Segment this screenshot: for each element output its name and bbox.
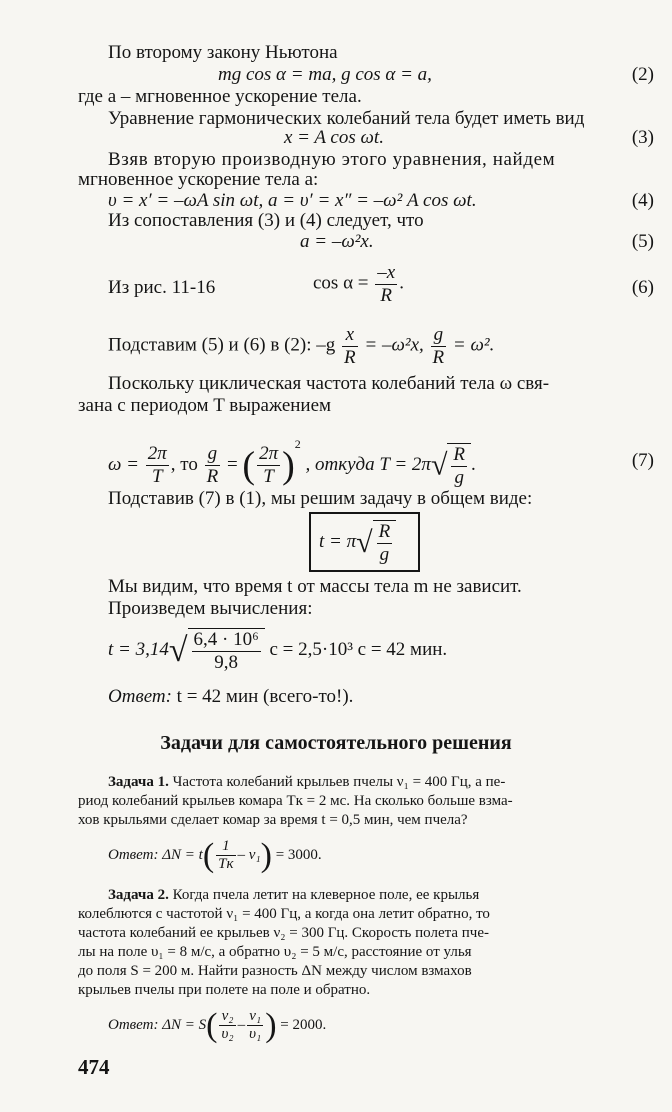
task-2-line-5: до поля S = 200 м. Найти разность ΔN между числом взмахов: [78, 963, 472, 979]
fraction-calc: [192, 629, 261, 674]
numerator: R: [378, 521, 391, 542]
substitution-text: Подставим (5) и (6) в (2): –g: [108, 334, 336, 356]
fraction-minus-x-over-r: [375, 262, 397, 307]
task-2-answer-label: Ответ:: [108, 1017, 159, 1034]
denominator: g: [454, 466, 464, 488]
calc-left: t = 3,14: [108, 639, 169, 661]
equation-number-5: (5): [631, 231, 654, 252]
paragraph-newton-law: По второму закону Ньютона: [108, 42, 338, 63]
task-2-line-2: колеблются с частотой ν₁ = 400 Гц, а когда она летит обратно, то: [78, 906, 490, 922]
equation-number-6: (6): [631, 277, 654, 298]
minus-nu1: – ν₁: [237, 847, 261, 864]
paragraph-harmonic-equation: Уравнение гармонических колебаний тела будет иметь вид: [108, 108, 585, 129]
paragraph-period-expression: зана с периодом T выражением: [78, 395, 332, 416]
fraction-2pi-over-t: [146, 443, 169, 488]
numerator: R: [453, 443, 466, 465]
task-2-line-1: [108, 886, 479, 905]
substitution-end: = ω².: [452, 334, 495, 356]
equals-sign: =: [226, 454, 238, 475]
fraction-r-over-g-box: [377, 521, 393, 566]
paragraph-comparison: Из сопоставления (3) и (4) следует, что: [108, 210, 424, 231]
numerator: g: [431, 324, 447, 347]
numerator: 6,4 · 10⁶: [193, 629, 259, 650]
task-1-line-2: риод колебаний крыльев комара Tк = 2 мс. На сколько больше взма-: [78, 793, 513, 809]
word-otkuda: , откуда T = 2π: [305, 454, 431, 475]
equation-number-2: (2): [631, 64, 654, 85]
paragraph-compute: Произведем вычисления:: [108, 598, 313, 619]
task-2-text-1: Когда пчела летит на клеверное поле, ее крылья: [172, 887, 480, 903]
task-1-answer-label: Ответ:: [108, 847, 159, 864]
fraction-2pi-over-t-squared: [257, 443, 280, 488]
numerator: g: [205, 443, 221, 466]
denominator: υ₂: [221, 1026, 234, 1043]
word-to: , то: [170, 454, 198, 475]
equation-number-4: (4): [631, 190, 654, 211]
denominator: R: [380, 284, 393, 306]
cos-alpha: cos α =: [313, 272, 369, 294]
fraction-1-over-tk: [216, 838, 235, 874]
task-2-answer: Ответ: ΔN = S( $\frac{\text{ν₂}}{\text{υ₂}}$ – $\frac{\text{ν₁}}{\text{υ₁}}$ ) = 2000.: [108, 1006, 327, 1044]
numerator: ν₁: [247, 1008, 263, 1026]
boxed-formula: t = π√ $\frac{R}{g}$: [309, 512, 420, 572]
denominator: R: [344, 346, 356, 368]
t-equals-pi: t = π: [319, 531, 357, 553]
paragraph-instant-acceleration: мгновенное ускорение тела a:: [78, 169, 319, 190]
denominator: υ₁: [249, 1026, 262, 1043]
numerator: –x: [377, 262, 396, 283]
numerator: 1: [216, 838, 235, 856]
fraction-nu1-over-v1: [247, 1008, 263, 1044]
answer-label: Ответ:: [108, 686, 172, 707]
denominator: Tк: [218, 856, 234, 873]
task-1-answer: Ответ: ΔN = t( $\frac{1}{Tк}$ – ν₁) = 3000.: [108, 836, 322, 874]
calculation: t = 3,14√ $\frac{\text{6,4 · 10⁶}}{9,8}$ с = 2,5·10³ с = 42 мин.: [108, 629, 448, 673]
paragraph-cyclic-frequency: Поскольку циклическая частота колебаний тела ω свя-: [108, 373, 550, 394]
figure-reference: Из рис. 11-16: [108, 277, 216, 298]
fraction-x-over-r: [342, 324, 358, 369]
paragraph-acceleration-def: где a – мгновенное ускорение тела.: [78, 86, 362, 107]
task-1-text-1: Частота колебаний крыльев пчелы ν₁ = 400 Гц, а пе-: [172, 774, 506, 790]
equation-2: mg cos α = ma, g cos α = a,: [218, 64, 432, 85]
equation-number-7: (7): [631, 450, 654, 471]
numerator: 2π: [259, 443, 279, 465]
equation-6: cos α = $\frac{-x}{R}$ .: [313, 262, 404, 306]
task-2-answer-prefix: ΔN = S: [162, 1017, 207, 1034]
numerator: ν₂: [219, 1008, 235, 1026]
minus-sign: –: [237, 1017, 246, 1034]
denominator: g: [379, 543, 390, 565]
answer-text: t = 42 мин (всего-то!).: [176, 686, 354, 707]
answer-main: [108, 686, 353, 708]
section-heading: Задачи для самостоятельного решения: [160, 732, 512, 754]
task-2-line-6: крыльев пчелы при полете на поле и обратно.: [78, 982, 371, 998]
calc-right: с = 2,5·10³ с = 42 мин.: [269, 639, 448, 661]
numerator: x: [342, 324, 358, 347]
task-1-label: Задача 1.: [108, 774, 169, 790]
equation-4: υ = x′ = –ωA sin ωt, a = υ′ = x″ = –ω² A cos ωt.: [108, 190, 477, 211]
numerator: 2π: [147, 443, 167, 465]
denominator: 9,8: [214, 651, 238, 673]
task-2-label: Задача 2.: [108, 887, 169, 903]
paragraph-general-solution: Подставив (7) в (1), мы решим задачу в общем виде:: [108, 488, 533, 509]
fraction-r-over-g: [451, 444, 467, 489]
denominator: T: [151, 466, 163, 488]
task-1-line-3: хов крыльями сделает комар за время t = 0,5 мин, чем пчела?: [78, 812, 468, 828]
fraction-g-over-r: [431, 324, 447, 369]
omega-equals: ω =: [108, 454, 139, 475]
denominator: R: [206, 466, 219, 488]
substitution-middle: = –ω²x,: [364, 334, 424, 356]
exponent-2: 2: [294, 437, 301, 451]
task-1-answer-prefix: ΔN = t: [162, 847, 203, 864]
task-2-line-3: частота колебаний ее крыльев ν₂ = 300 Гц. Скорость полета пче-: [78, 925, 489, 941]
task-1-line-1: [108, 773, 505, 792]
equation-number-3: (3): [631, 127, 654, 148]
equation-5: a = –ω²x.: [300, 231, 374, 252]
task-2-line-4: лы на поле υ₁ = 8 м/с, а обратно υ₂ = 5 м/с, расстояние от улья: [78, 944, 472, 960]
page-number: 474: [78, 1055, 110, 1079]
fraction-g-over-r-7: [205, 443, 221, 488]
fraction-nu2-over-v2: [219, 1008, 235, 1044]
task-1-answer-value: = 3000.: [275, 847, 322, 864]
equation-3: x = A cos ωt.: [284, 127, 384, 148]
substitution-line: [108, 324, 494, 369]
equation-7: ω = $\frac{2\pi}{T}$ , то $\frac{g}{R}$ = ( $\frac{2\pi}{T}$ )$^2$ , откуда T = 2π√ $\frac{R}{g}$ .: [108, 437, 476, 488]
denominator: T: [263, 466, 274, 488]
denominator: R: [432, 346, 445, 368]
task-2-answer-value: = 2000.: [280, 1017, 327, 1034]
paragraph-second-derivative: Взяв вторую производную этого уравнения, найдем: [108, 149, 556, 170]
paragraph-mass-independence: Мы видим, что время t от массы тела m не зависит.: [108, 576, 522, 597]
